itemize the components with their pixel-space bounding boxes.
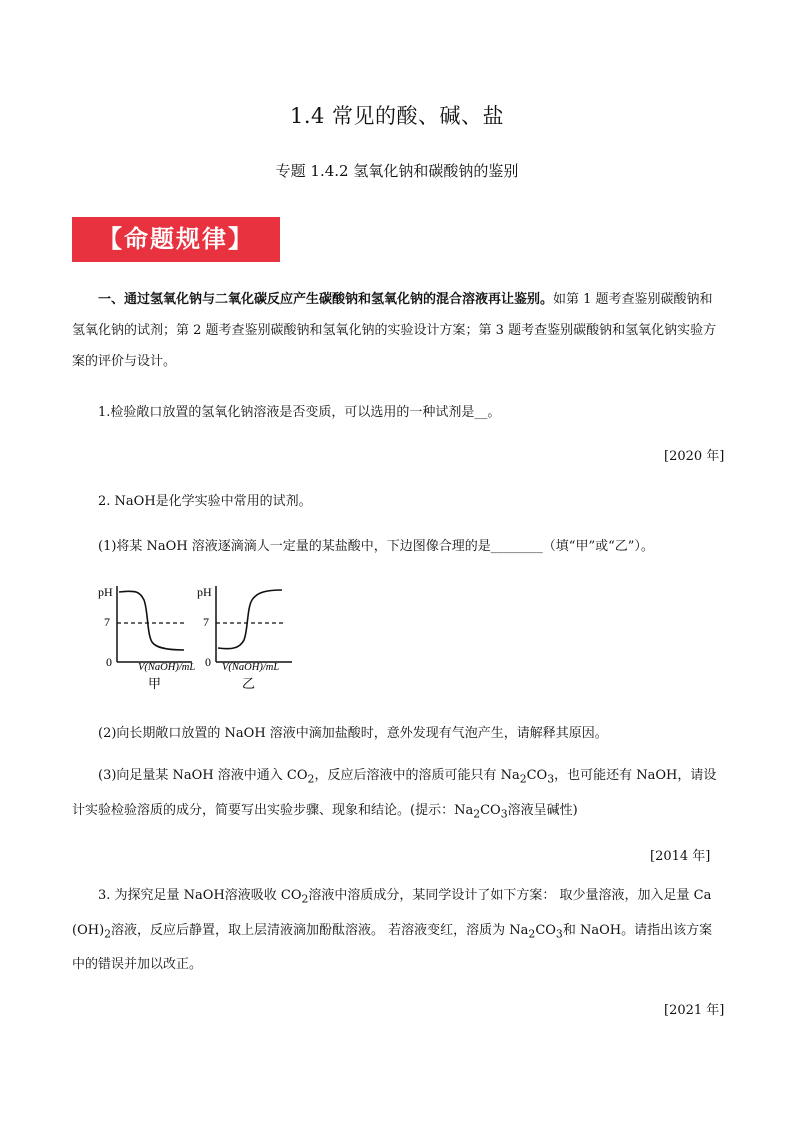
question-1-year: [2020 年] xyxy=(664,449,725,464)
question-3-year: [2021 年] xyxy=(664,1003,725,1018)
question-1: 1.检验敞口放置的氢氧化钠溶液是否变质，可以选用的一种试剂是__。 xyxy=(98,405,501,420)
graph-jia-y-tick: 7 xyxy=(104,615,110,629)
question-2-part-1: (1)将某 NaOH 溶液逐滴滴人一定量的某盐酸中，下边图像合理的是________（填“甲”或“乙”）。 xyxy=(98,539,654,554)
graph-yi-caption: 乙 xyxy=(242,676,256,691)
graph-jia-caption: 甲 xyxy=(148,676,162,691)
question-2-year: [2014 年] xyxy=(650,849,711,864)
graph-yi xyxy=(197,585,292,691)
graph-jia xyxy=(98,585,195,691)
question-2-part-3: (3)向足量某 NaOH 溶液中通入 $CO_2$，反应后溶液中的溶质可能只有 $Na_2CO_3$，也可能还有 NaOH，请设计实验检验溶质的成分，简要写出实验步骤、现象和结论。(提示：$Na_2CO_3$溶液呈碱性) xyxy=(72,768,717,821)
question-2-part-2: (2)向长期敞口放置的 NaOH 溶液中滴加盐酸时，意外发现有气泡产生，请解释其原因。 xyxy=(98,726,608,741)
question-3: 3. 为探究足量 NaOH溶液吸收 $CO_2$溶液中溶质成分，某同学设计了如下方案： 取少量溶液，加入足量 Ca $(OH)_2$溶液，反应后静置，取上层清液滴加酚酞溶液。 若溶液变红，溶质为 $Na_2CO_3$和 NaOH。请指出该方案中的错误并加以改正。 xyxy=(72,888,713,973)
question-2-stem: 2. NaOH是化学实验中常用的试剂。 xyxy=(98,494,312,509)
graph-jia-x-label: V(NaOH)/mL xyxy=(138,662,196,673)
page-title: 1.4 常见的酸、碱、盐 xyxy=(289,104,505,128)
graph-jia-origin: 0 xyxy=(106,655,112,669)
graph-yi-y-tick: 7 xyxy=(203,615,209,629)
intro-bold-text: 一、通过氢氧化钠与二氧化碳反应产生碳酸钠和氢氧化钠的混合溶液再让鉴别。 xyxy=(98,292,554,307)
graph-yi-y-label: pH xyxy=(197,585,212,599)
intro-rest-text: 如第 1 题考查鉴别碳酸钠和氢氧化钠的试剂；第 2 题考查鉴别碳酸钠和氢氧化钠的实验设计方案；第 3 题考查鉴别碳酸钠和氢氧化钠实验方案的评价与设计。 xyxy=(72,292,717,369)
graph-yi-x-label: V(NaOH)/mL xyxy=(222,662,280,673)
intro-paragraph xyxy=(72,284,722,377)
graph-jia-y-label: pH xyxy=(98,585,113,599)
graph-yi-origin: 0 xyxy=(205,655,211,669)
page-subtitle: 专题 1.4.2 氢氧化钠和碳酸钠的鉴别 xyxy=(275,162,519,180)
section-banner: 【命题规律】 xyxy=(72,217,280,262)
ph-titration-graphs xyxy=(92,578,312,693)
